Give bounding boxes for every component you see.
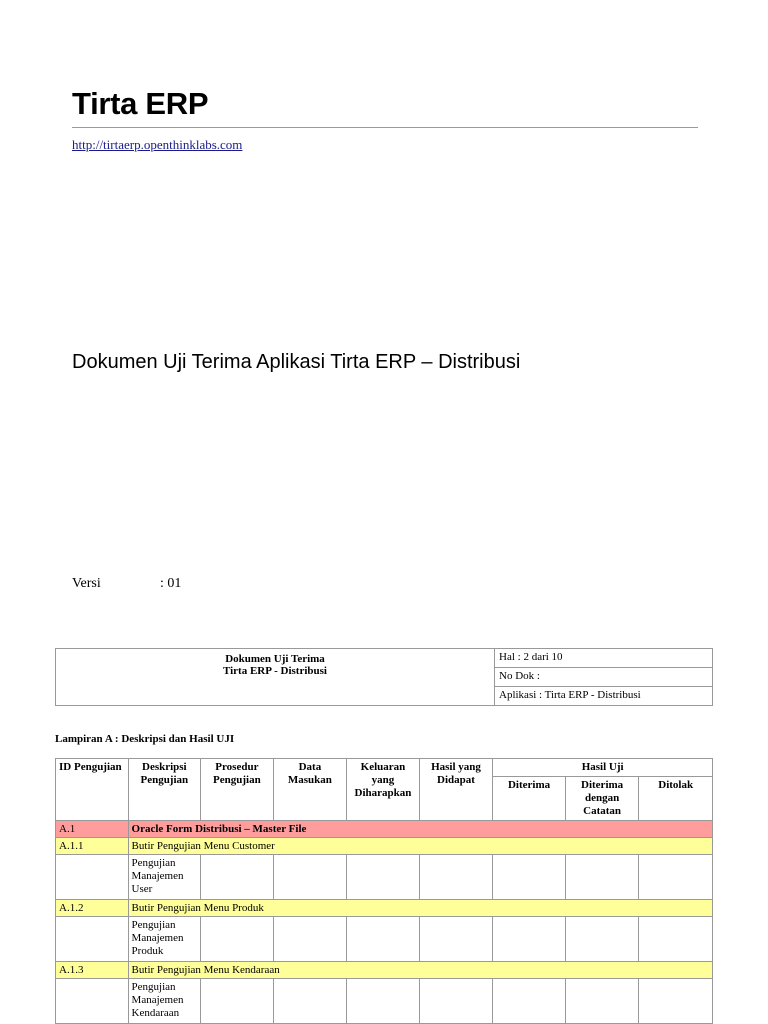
group-row — [56, 962, 713, 979]
section-row — [56, 821, 713, 838]
document-name-cell — [56, 649, 495, 706]
header-input-data: Data Masukan — [273, 759, 347, 821]
header-accepted: Diterima — [493, 777, 566, 821]
table-row — [56, 979, 713, 1024]
document-name-line1: Dokumen Uji Terima — [225, 653, 325, 665]
document-number: No Dok : — [495, 668, 713, 687]
header-accepted-with-notes: Diterima dengan Catatan — [565, 777, 639, 821]
header-expected-output: Keluaran yang Diharapkan — [347, 759, 420, 821]
group-row — [56, 900, 713, 917]
version-label: Versi — [72, 576, 101, 591]
version-line — [72, 576, 181, 592]
group-id: A.1.2 — [56, 900, 129, 917]
table-row — [56, 855, 713, 900]
application-name: Aplikasi : Tirta ERP - Distribusi — [495, 687, 713, 706]
test-table — [55, 758, 713, 1024]
header-id: ID Pengujian — [56, 759, 129, 821]
document-title: Dokumen Uji Terima Aplikasi Tirta ERP – Distribusi — [72, 351, 521, 373]
header-description: Deskripsi Pengujian — [128, 759, 201, 821]
group-title: Butir Pengujian Menu Kendaraan — [128, 962, 712, 979]
group-id: A.1.3 — [56, 962, 129, 979]
section-title: Oracle Form Distribusi – Master File — [128, 821, 712, 838]
section-id: A.1 — [56, 821, 129, 838]
version-value: : 01 — [160, 576, 182, 591]
group-id: A.1.1 — [56, 838, 129, 855]
group-title: Butir Pengujian Menu Customer — [128, 838, 712, 855]
website-link[interactable]: http://tirtaerp.openthinklabs.com — [72, 137, 243, 152]
header-rejected: Ditolak — [639, 777, 713, 821]
header-procedure: Prosedur Pengujian — [201, 759, 274, 821]
document-name-line2: Tirta ERP - Distribusi — [222, 665, 327, 677]
test-item: Pengujian Manajemen Produk — [128, 917, 201, 962]
test-item: Pengujian Manajemen Kendaraan — [128, 979, 201, 1024]
brand-title: Tirta ERP — [72, 86, 209, 121]
header-test-result: Hasil Uji — [493, 759, 713, 777]
group-title: Butir Pengujian Menu Produk — [128, 900, 712, 917]
title-divider — [72, 127, 698, 128]
document-header-table — [55, 648, 713, 706]
table-row — [56, 917, 713, 962]
test-item: Pengujian Manajemen User — [128, 855, 201, 900]
group-row — [56, 838, 713, 855]
page-info: Hal : 2 dari 10 — [495, 649, 713, 668]
appendix-title: Lampiran A : Deskripsi dan Hasil UJI — [55, 733, 235, 745]
header-actual-result: Hasil yang Didapat — [419, 759, 493, 821]
